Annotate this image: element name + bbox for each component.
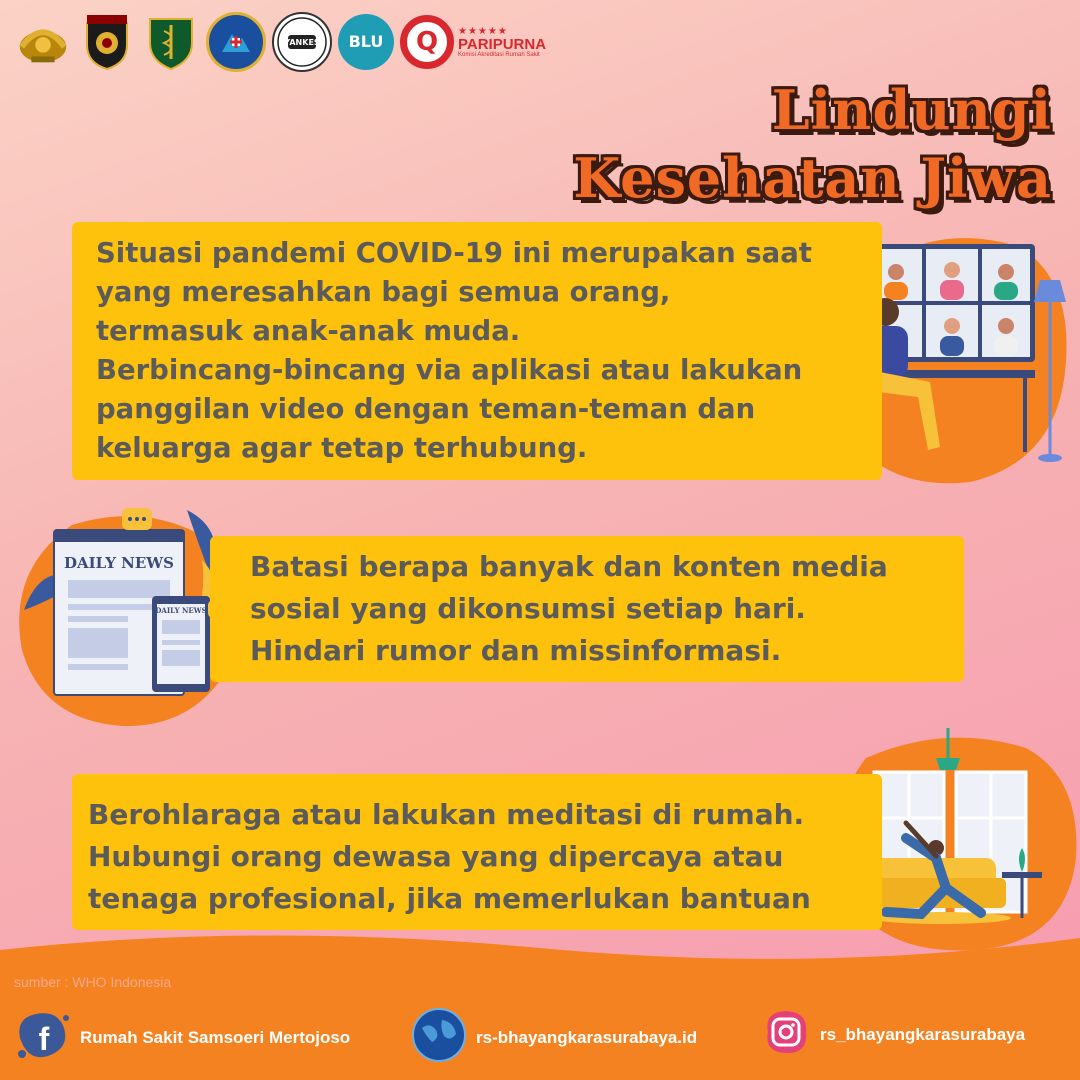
tip-2-line-3: Hindari rumor dan missinformasi. bbox=[250, 634, 782, 667]
tip-2-line-2: sosial yang dikonsumsi setiap hari. bbox=[250, 592, 806, 625]
tablet-news-title: DAILY NEWS bbox=[155, 606, 207, 615]
newspaper-title: DAILY NEWS bbox=[63, 554, 175, 572]
svg-text:BLU: BLU bbox=[348, 32, 384, 51]
page-title bbox=[573, 76, 1052, 212]
facebook-page-name: Rumah Sakit Samsoeri Mertojoso bbox=[80, 1027, 351, 1047]
logo-bar bbox=[14, 12, 546, 72]
website-url: rs-bhayangkarasurabaya.id bbox=[476, 1027, 698, 1047]
svg-text:f: f bbox=[38, 1021, 50, 1057]
paripurna-logo bbox=[400, 15, 546, 69]
paripurna-stars: ★★★★★ bbox=[458, 25, 508, 37]
instagram-icon bbox=[760, 1006, 812, 1063]
tip-1-line-5: panggilan video dengan teman-teman dan bbox=[96, 393, 756, 425]
paripurna-name: PARIPURNA bbox=[458, 35, 547, 53]
police-emblem-icon bbox=[14, 13, 72, 71]
tip-1-line-1: Situasi pandemi COVID-19 ini merupakan saat bbox=[96, 237, 812, 269]
tip-1-line-3: termasuk anak-anak muda. bbox=[96, 315, 521, 347]
tip-box-2 bbox=[210, 536, 964, 682]
tip-3-line-2: Hubungi orang dewasa yang dipercaya atau bbox=[88, 840, 784, 873]
facebook-icon bbox=[14, 1008, 72, 1067]
tip-box-3 bbox=[72, 774, 882, 930]
tip-1-line-4: Berbincang-bincang via aplikasi atau lakukan bbox=[96, 354, 803, 386]
paripurna-subtitle: Komisi Akreditasi Rumah Sakit bbox=[458, 51, 540, 58]
title-line-1: Lindungi bbox=[771, 78, 1052, 142]
instagram-handle: rs_bhayangkarasurabaya bbox=[820, 1024, 1026, 1044]
tip-1-line-6: keluarga agar tetap terhubung. bbox=[96, 432, 588, 464]
globe-icon bbox=[410, 1006, 468, 1069]
tip-3-line-3: tenaga profesional, jika memerlukan bantuan bbox=[88, 882, 811, 915]
medical-emblem-icon bbox=[142, 13, 200, 71]
jatim-police-emblem-icon bbox=[78, 13, 136, 71]
footer-facebook[interactable] bbox=[14, 1008, 350, 1067]
yankes-badge-icon bbox=[272, 12, 332, 72]
blu-badge-icon bbox=[338, 14, 394, 70]
footer-instagram[interactable] bbox=[760, 1006, 1025, 1063]
tip-2-line-1: Batasi berapa banyak dan konten media bbox=[250, 550, 888, 583]
footer-website[interactable] bbox=[410, 1006, 697, 1069]
hospital-emblem-icon bbox=[206, 12, 266, 72]
paripurna-q-icon: Q bbox=[400, 15, 454, 69]
source-note: sumber : WHO Indonesia bbox=[14, 974, 172, 990]
tip-3-line-1: Berohlaraga atau lakukan meditasi di rumah. bbox=[88, 798, 805, 831]
svg-text:YANKES: YANKES bbox=[284, 38, 320, 47]
paripurna-text bbox=[458, 27, 546, 58]
tip-1-line-2: yang meresahkan bagi semua orang, bbox=[96, 276, 671, 308]
tip-box-1 bbox=[72, 222, 882, 480]
title-line-2: Kesehatan Jiwa bbox=[573, 146, 1052, 210]
